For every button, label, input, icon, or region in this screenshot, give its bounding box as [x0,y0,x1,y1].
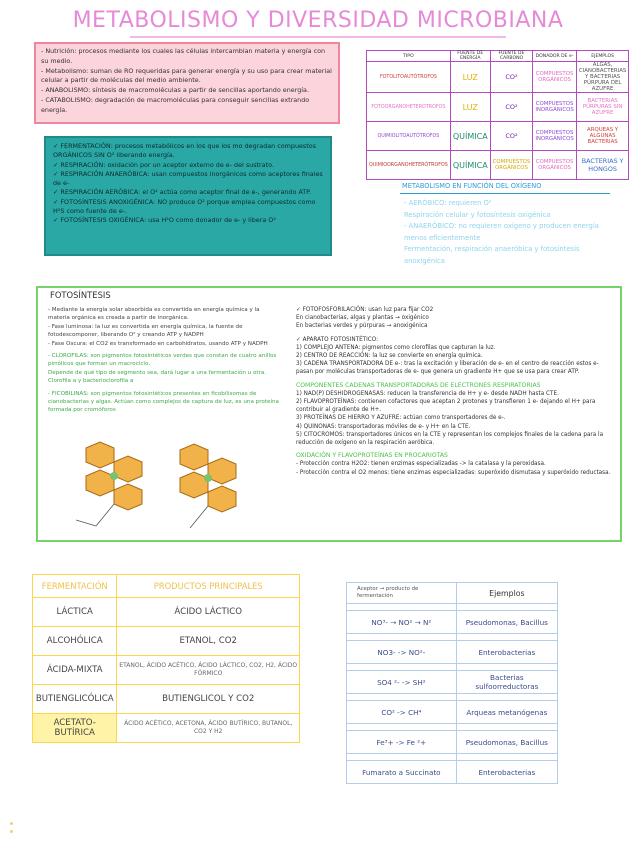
table-row [367,151,629,180]
fotosintesis-right-item: 1) COMPLEJO ANTENA: pigmentos como clorofilas que capturan la luz. [296,344,496,351]
table-row [367,122,629,151]
oxygen-item: Respiración celular y fotosíntesis oxigénica [404,210,551,219]
table-row [33,714,300,743]
fotosintesis-heading: FOTOSÍNTESIS [50,290,111,300]
decorative-dot [10,822,13,825]
fermentation-product: BUTIENGLICOL Y CO2 [117,685,300,714]
cell-tipo: QUIMIOLITOAUTÓTROFOS [367,122,451,151]
fotosintesis-left-item: Depende de qué tipo de segmento sea, dará lugar a una fermentación u otra. [48,369,267,376]
table-row [367,93,629,122]
cell-energia: QUÍMICA [450,151,490,180]
cell-donador: COMPUESTOS INORGÁNICOS [533,122,577,151]
table-row [33,685,300,714]
process-fotosintesis-oxigenica: ✓ FOTOSÍNTESIS OXIGÉNICA: usa H²O como donador de e- y libera O² [53,216,276,225]
definition-anabolismo: - ANABOLISMO: síntesis de macromoléculas a partir de sencillas aportando energía. [41,86,309,95]
fotosintesis-right-column [296,306,616,477]
acceptor-cell: NO³- → NO² → N² [347,611,457,634]
chlorophyll-a-structure [76,442,142,526]
fermentation-product: ÁCIDO ACÉTICO, ACETONA, ÁCIDO BUTÍRICO, BUTANOL, CO2 Y H2 [117,714,300,743]
header-tipo: TIPO [367,51,451,62]
example-cell: Pseudomonas, Bacillus [456,731,557,754]
fotosintesis-right-item: - Protección contra el O2 menos: tiene enzimas especializadas: superóxido dismutasa y superóxido reductasa. [296,469,611,476]
cell-tipo: QUIMIOORGANOHETERÓTROFOS [367,151,451,180]
fermentation-product: ÁCIDO LÁCTICO [117,598,300,627]
oxygen-item: - ANAERÓBICO: no requieren oxígeno y producen energía menos eficientemente [404,222,599,242]
fotosintesis-section-heading: COMPONENTES CADENAS TRANSPORTADORAS DE ELECTRONES RESPIRATORIAS [296,381,541,389]
fotosintesis-right-item: ✓ FOTOFOSFORILACIÓN: usan luz para fijar CO2 [296,307,434,313]
process-respiracion-aerobica: ✓ RESPIRACIÓN AERÓBICA: el O² actúa como aceptor final de e-, generando ATP. [53,188,312,197]
fotosintesis-right-item: 2) FLAVOPROTEÍNAS: contienen cofactores que aceptan 2 protones y transfieren 1 e- dejando el H+ para contribuir al gradiente de H+. [296,399,596,414]
fotosintesis-left-item: - CLOROFILAS: son pigmentos fotosintéticos verdes que constan de cuatro anillos pirrólicos que forman un macrociclo. [48,353,277,368]
fermentation-product: ETANOL, CO2 [117,627,300,656]
table-row [347,761,558,784]
fotosintesis-right-item: 1) NAD(P) DESHIDROGENASAS: reducen la transferencia de H+ y e- desde NADH hasta CTE. [296,390,559,397]
fotosintesis-right-item: ✓ APARATO FOTOSINTÉTICO: [296,336,379,343]
definitions-box [34,42,340,124]
header-donador: DONADOR DE e- [533,51,577,62]
cell-carbono: CO² [490,122,533,151]
table-row [347,671,558,694]
cell-carbono: COMPUESTOS ORGÁNICOS [490,151,533,180]
fotosintesis-left-item: - Fase luminosa: la luz es convertida en energía química, la fuente de fotodescomponer, liberando O² y creando ATP y NADPH [48,323,243,339]
row-spacer [347,694,558,701]
header-productos: PRODUCTOS PRINCIPALES [117,575,300,598]
chlorophyll-molecule-diagrams [56,440,256,532]
fotosintesis-right-item: 4) QUINONAS: transportadoras móviles de e- y H+ en la CTE. [296,423,471,430]
acceptor-cell: CO² -> CH⁴ [347,701,457,724]
table-row [347,731,558,754]
acceptor-cell: Fumarato a Succinato [347,761,457,784]
cell-energia: QUÍMICA [450,122,490,151]
header-ejemplos: Ejemplos [456,583,557,604]
header-aceptor: Aceptor → producto de fermentación [347,583,457,604]
cell-carbono: CO² [490,62,533,93]
page-title: METABOLISMO Y DIVERSIDAD MICROBIANA [72,8,564,33]
fotosintesis-right-item: 3) CADENA TRANSPORTADORA DE e-: tras la excitación y liberación de e- en el centro de reacción estos e- pasan por moléculas transportadoras de e- que genera un gradiente H+ que se usa para crear ATP. [296,361,599,376]
row-spacer [347,604,558,611]
fotosintesis-right-item: - Protección contra H2O2: tienen enzimas especializadas -> la catalasa y la peroxidasa. [296,461,546,468]
table-row [367,62,629,93]
fotosintesis-left-item: - FICOBILINAS: son pigmentos fotosintéticos presentes en ficobilisomas de cianobacterias y algas. Actúan como complejos de captura de luz, es una proteína formada por cromóforos [48,390,279,414]
acceptor-cell: Fe³+ -> Fe ²+ [347,731,457,754]
header-ejemplos: EJEMPLOS [576,51,629,62]
table-row [347,641,558,664]
fotosintesis-left-item: - Fase Oscura: el CO2 es transformado en carbohidratos, usando ATP y NADPH [48,340,268,347]
definition-metabolismo: - Metabolismo: suman de RO requeridas para generar energía y su uso para crear material celular a partir de moléculas del medio ambiente. [41,66,332,85]
fotosintesis-left-item: Clorofila a y bacterioclorofila a [48,378,134,385]
cell-tipo: FOTOLITOAUTÓTROFOS [367,62,451,93]
cell-ejemplo: BACTERIAS PÚRPURAS SIN AZUFRE [576,93,629,122]
fermentation-product: ETANOL, ÁCIDO ACÉTICO, ÁCIDO LÁCTICO, CO2, H2, ÁCIDO FÓRMICO [117,656,300,685]
oxygen-heading: METABOLISMO EN FUNCIÓN DEL OXÍGENO [402,182,542,190]
oxygen-heading-underline [400,193,610,194]
oxygen-list [404,198,616,268]
row-spacer [347,754,558,761]
processes-box [44,136,332,256]
process-respiracion: ✓ RESPIRACIÓN: oxidación por un aceptor externo de e- del sustrato. [53,160,274,169]
fotosintesis-right-item: En bacterias verdes y púrpuras → anoxigénica [296,323,428,330]
table-row [347,611,558,634]
cell-energia: LUZ [450,62,490,93]
cell-donador: COMPUESTOS INORGÁNICOS [533,93,577,122]
fermentation-name: ALCOHÓLICA [33,627,117,656]
metabolic-types-table [366,50,629,180]
fotosintesis-right-item: En cianobacterias, algas y plantas → oxigénico [296,315,429,322]
title-underline [130,36,506,38]
table-row [33,598,300,627]
process-respiracion-anaerobica: ✓ RESPIRACIÓN ANAERÓBICA: usan compuestos inorgánicos como aceptores finales de e- [53,169,323,188]
header-fermentacion: FERMENTACIÓN [33,575,117,598]
row-spacer [347,664,558,671]
table-row [33,627,300,656]
oxygen-item: Fermentación, respiración anaeróbica y fotosíntesis anoxigénica [404,245,580,265]
acceptor-cell: NO3- -> NO²- [347,641,457,664]
cell-ejemplo: BACTERIAS Y HONGOS [576,151,629,180]
fermentation-name: ACETATO-BUTÍRICA [33,714,117,743]
bacteriochlorophyll-structure [180,444,236,528]
acceptor-cell: SO4 ²- -> SH² [347,671,457,694]
cell-ejemplo: ALGAS, CIANOBACTERIAS Y BACTERIAS PÚRPURA DEL AZUFRE [576,62,629,93]
fotosintesis-section-heading: OXIDACIÓN Y FLAVOPROTEÍNAS EN PROCARIOTAS [296,452,448,460]
cell-carbono: CO² [490,93,533,122]
fermentation-table [32,574,300,743]
example-cell: Bacterias sulfoorreductoras [456,671,557,694]
example-cell: Enterobacterias [456,761,557,784]
fotosintesis-right-item: 5) CITOCROMOS: transportadores únicos en la CTE y representan los complejos finales de la cadena para la reducción de oxígeno en la respiración aeróbica. [296,431,604,447]
oxygen-item: - AERÓBICO: requieren O² [404,199,492,207]
process-fotosintesis-anoxigenica: ✓ FOTOSÍNTESIS ANOXIGÉNICA: NO produce O² porque emplea compuestos como H²S como fuente de e-. [53,197,316,216]
acceptor-table [346,582,558,784]
row-spacer [347,634,558,641]
cell-tipo: FOTOORGANOHETERÓTROFOS [367,93,451,122]
cell-donador: COMPUESTOS ORGÁNICOS [533,151,577,180]
fotosintesis-left-item: - Mediante la energía solar absorbida es convertida en energía química y la materia orgánica es creada a partir de inorgánica. [48,307,260,322]
table-row [347,701,558,724]
fermentation-name: LÁCTICA [33,598,117,627]
example-cell: Pseudomonas, Bacillus [456,611,557,634]
process-fermentacion: ✓ FERMENTACIÓN: procesos metabólicos en los que los mo degradan compuestos ORGÁNICOS SIN O² liberando energía. [53,142,317,160]
row-spacer [347,724,558,731]
cell-energia: LUZ [450,93,490,122]
cell-ejemplo: ARQUEAS Y ALGUNAS BACTERIAS [576,122,629,151]
definition-nutricion: - Nutrición: procesos mediante los cuales las células intercambian materia y energía con su medio. [41,47,326,65]
decorative-dot [10,830,13,833]
fermentation-name: ÁCIDA-MIXTA [33,656,117,685]
table-header-row [33,575,300,598]
definition-catabolismo: - CATABOLISMO: degradación de macromoléculas para conseguir sencillas extrando energía. [41,95,310,114]
table-row [33,656,300,685]
header-energia: FUENTE DE ENERGÍA [450,51,490,62]
example-cell: Arqueas metanógenas [456,701,557,724]
example-cell: Enterobacterias [456,641,557,664]
fermentation-name: BUTIENGLICÓLICA [33,685,117,714]
fotosintesis-right-item: 3) PROTEÍNAS DE HIERRO Y AZUFRE: actúan como transportadores de e-. [296,415,506,422]
fotosintesis-left-column [48,306,280,415]
header-carbono: FUENTE DE CARBONO [490,51,533,62]
cell-donador: COMPUESTOS ORGÁNICOS [533,62,577,93]
fotosintesis-right-item: 2) CENTRO DE REACCIÓN: la luz se convierte en energía química. [296,353,483,360]
table-header-row [347,583,558,604]
table-header-row [367,51,629,62]
